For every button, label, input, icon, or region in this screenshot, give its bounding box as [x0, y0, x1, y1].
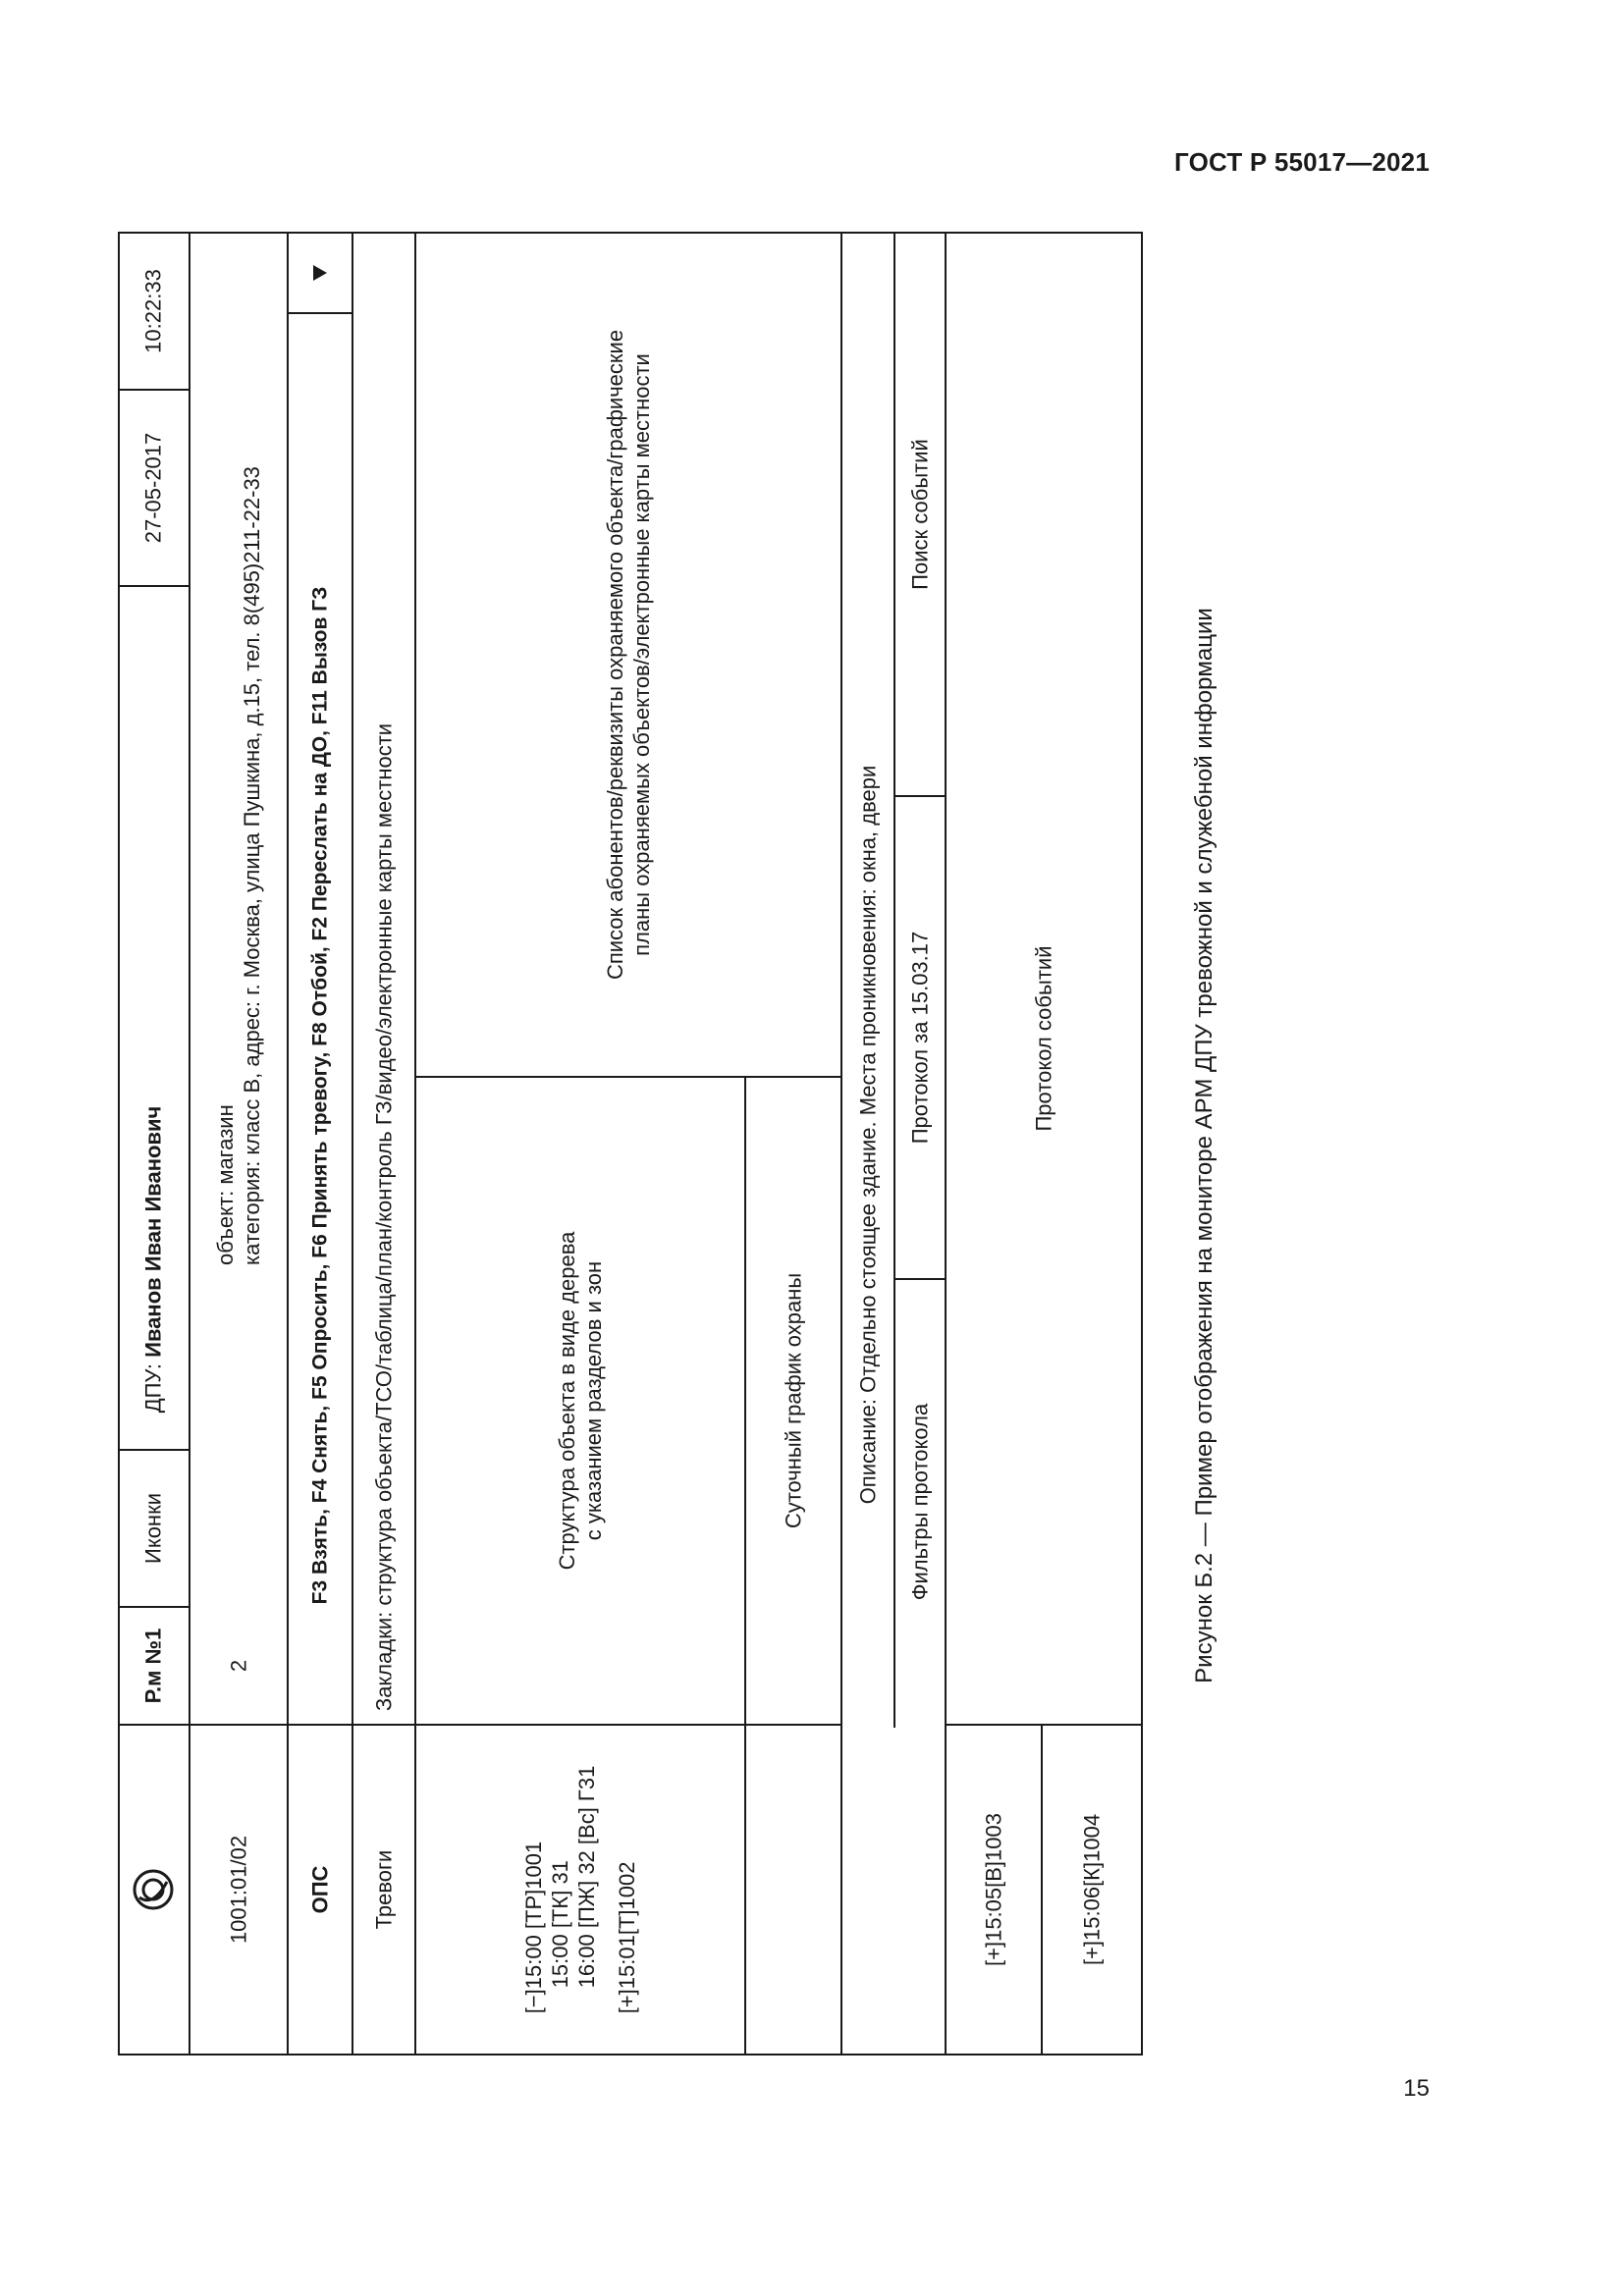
current-date: 27-05-2017	[140, 432, 166, 544]
object-description: Описание: Отдельно стоящее здание. Места проникновения: окна, двери	[855, 766, 881, 1505]
icons-cell[interactable]	[118, 1451, 189, 1606]
event-search-button[interactable]: Поиск событий	[907, 439, 933, 590]
event-entry-cell-1[interactable]	[947, 1726, 1041, 2054]
f8-dismiss-button[interactable]: F8 Отбой	[308, 951, 332, 1046]
category-line: категория: класс В, адрес: г. Москва, улица Пушкина, д.15, тел. 8(495)211-22-33	[240, 466, 264, 1265]
tabs-label[interactable]: Закладки: структура объекта/ТСО/таблица/план/контроль ГЗ/видео/электронные карты местности	[371, 722, 397, 1711]
figure-caption	[1180, 585, 1229, 1706]
object-details-cell	[190, 234, 287, 1608]
schedule-label: Суточный график охраны	[781, 1272, 806, 1529]
workstation-cell	[118, 1608, 189, 1724]
time-cell	[118, 234, 189, 389]
dpu-operator-cell	[118, 587, 189, 1449]
object-structure-panel	[416, 1078, 744, 1724]
object-line: объект: магазин	[213, 1104, 238, 1265]
protocol-filters-button[interactable]: Фильтры протокола	[907, 1403, 933, 1601]
event-entry[interactable]: [+]15:05[В]1003	[981, 1813, 1006, 1966]
alarm-entry[interactable]: [+]15:01[Т]1002	[615, 1861, 639, 2014]
f6-accept-alarm-button[interactable]: F6 Принять тревогу	[308, 1057, 332, 1258]
icons-label: Иконки	[140, 1493, 166, 1564]
f3-take-button[interactable]: F3 Взять	[308, 1514, 332, 1604]
alarms-header: Тревоги	[371, 1849, 397, 1930]
tabs-cell[interactable]	[353, 234, 414, 1724]
subscribers-panel	[416, 234, 840, 1076]
f2-forward-button[interactable]: F2 Переслать на ДО	[308, 735, 332, 940]
object-structure-text	[554, 1232, 607, 1571]
description-cell	[842, 234, 893, 1724]
function-keys-bar	[289, 314, 352, 1724]
dpu-operator-name: Иванов Иван Иванович	[140, 1105, 166, 1358]
object-details	[212, 466, 265, 1265]
triangle-down-icon[interactable]	[313, 265, 327, 281]
structure-line-1: Структура объекта в виде дерева	[555, 1231, 579, 1571]
dpu-operator-label	[140, 1106, 167, 1414]
f11-call-button[interactable]: F11 Вызов ГЗ	[308, 586, 332, 724]
subscribers-text	[602, 330, 655, 980]
alarm-entry[interactable]: [−]15:00 [ТР]1001	[521, 1841, 546, 2014]
structure-line-2: с указанием разделов и зон	[581, 1260, 606, 1541]
function-keys: F3 Взять, F4 Снять, F5 Опросить, F6 Принять тревогу, F8 Отбой, F2 Переслать на ДО, F11 Вызов ГЗ	[308, 586, 332, 1604]
object-id-cell	[190, 1726, 287, 2054]
event-entry[interactable]: [+]15:06[К]1004	[1079, 1813, 1105, 1966]
frame-border-bottom	[118, 2054, 1143, 2056]
dpu-prefix: ДПУ:	[140, 1357, 166, 1414]
event-entry-cell-2[interactable]	[1043, 1726, 1141, 2054]
object-count-cell	[190, 1608, 287, 1724]
f4-remove-button[interactable]: F4 Снять	[308, 1411, 332, 1503]
protocol-filters-cell[interactable]	[895, 1280, 945, 1724]
protocol-date-selector[interactable]: Протокол за 15.03.17	[907, 931, 933, 1145]
logo-cell	[118, 1726, 189, 2054]
mode-cell	[289, 1726, 352, 2054]
event-log-panel	[947, 234, 1141, 1724]
subscribers-line-1: Список абонентов/реквизиты охраняемого объекта/графические	[603, 329, 627, 981]
event-search-cell[interactable]	[895, 234, 945, 795]
subscribers-line-2: планы охраняемых объектов/электронные карты местности	[629, 353, 654, 956]
document-code: ГОСТ Р 55017—2021	[1174, 147, 1430, 177]
mode-label: ОПС	[307, 1865, 333, 1914]
workstation-label: Р.м №1	[140, 1628, 166, 1704]
monitor-screen-diagram	[118, 232, 1143, 2056]
figure-caption-text: Рисунок Б.2 — Пример отображения на мониторе АРМ ДПУ тревожной и служебной информации	[1191, 608, 1218, 1683]
object-id: 1001:01/02	[226, 1835, 251, 1945]
protocol-date-cell[interactable]	[895, 797, 945, 1278]
alarms-header-cell	[353, 1726, 414, 2054]
alarm-entry[interactable]: 16:00 [ПЖ] 32 [Вс] Г31	[574, 1765, 599, 1989]
alarms-entries	[520, 1766, 640, 2014]
alarm-entry[interactable]: 15:00 [ТК] 31	[548, 1860, 572, 1989]
frame-border-right	[1141, 232, 1143, 2056]
f5-poll-button[interactable]: F5 Опросить	[308, 1268, 332, 1400]
alarms-list	[416, 1726, 744, 2054]
target-logo-icon	[132, 1868, 175, 1911]
object-count: 2	[226, 1659, 251, 1673]
date-cell	[118, 391, 189, 585]
page-number: 15	[1403, 2075, 1430, 2102]
event-log-label: Протокол событий	[1031, 945, 1056, 1132]
schedule-panel	[746, 1078, 840, 1724]
dropdown-cell[interactable]	[289, 234, 352, 312]
current-time: 10:22:33	[140, 269, 166, 353]
